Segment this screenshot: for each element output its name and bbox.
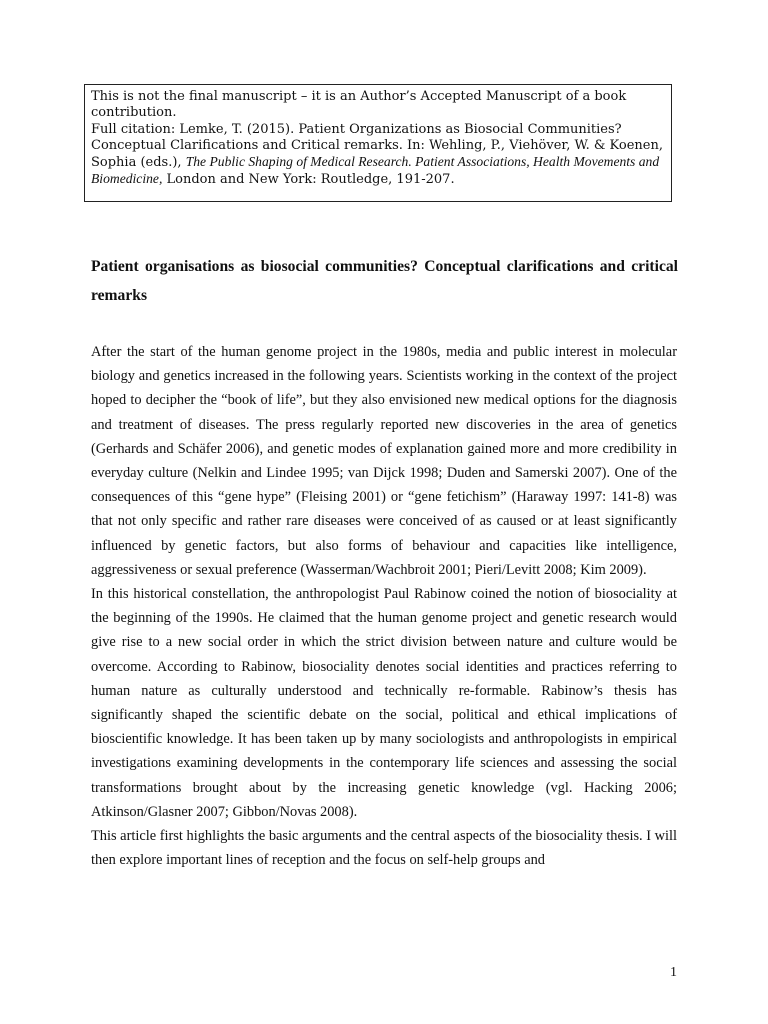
body-paragraph-2: In this historical constellation, the anthropologist Paul Rabinow coined the notion of biosociality at the beginning of the 1990s. He claimed that the human genome project and genetic research would give rise to a new social order in which the strict division between nature and culture would be overcome. According to Rabinow, biosociality denotes social identities and practices referring to human nature as culturally understood and technically re-formable. Rabinow’s thesis has significantly shaped the scientific debate on the social, political and ethical implications of bioscientific knowledge. It has been taken up by many sociologists and anthropologists in empirical investigations examining developments in the contemporary life sciences and assessing the social transformations brought about by the increasing genetic knowledge (vgl. Hacking 2006; Atkinson/Glasner 2007; Gibbon/Novas 2008). — [91, 586, 677, 820]
citation-text — [91, 122, 665, 189]
body-paragraph-3: This article first highlights the basic arguments and the central aspects of the biosociality thesis. I will then explore important lines of reception and the focus on self-help groups and — [91, 828, 678, 869]
article-title: Patient organisations as biosocial communities? Conceptual clarifications and critical remarks — [91, 258, 678, 304]
manuscript-notice-box — [84, 84, 672, 202]
citation-prefix: Full citation: Lemke, T. (2015). Patient Organizations as Biosocial Communities? Conceptual Clarifications and Critical remarks. In: Wehling, P., Viehöver, W. & Koenen, Sophia (eds.), — [91, 121, 663, 171]
publisher-info: London and New York: Routledge, 191-207. — [166, 172, 455, 188]
book-title: The Public Shaping of Medical Research. Patient Associations, Health Movements and Biomedicine, — [91, 154, 660, 187]
notice-line: This is not the final manuscript – it is an Author’s Accepted Manuscript of a book contribution. — [91, 89, 627, 121]
article-body — [91, 340, 677, 872]
page-number: 1 — [670, 965, 677, 980]
body-paragraph-1: After the start of the human genome project in the 1980s, media and public interest in molecular biology and genetics increased in the following years. Scientists working in the context of the project hoped to decipher the “book of life”, but they also envisioned new medical options for the diagnosis and treatment of diseases. The press regularly reported new discoveries in the area of genetics (Gerhards and Schäfer 2006), and genetic modes of explanation gained more and more credibility in everyday culture (Nelkin and Lindee 1995; van Dijck 1998; Duden and Samerski 2007). One of the consequences of this “gene hype” (Fleising 2001) or “gene fetichism” (Haraway 1997: 141-8) was that not only specific and rather rare diseases were conceived of as caused or at least significantly influenced by genetic factors, but also forms of behaviour and capacities like intelligence, aggressiveness or sexual preference (Wasserman/Wachbroit 2001; Pieri/Levitt 2008; Kim 2009). — [91, 344, 677, 578]
